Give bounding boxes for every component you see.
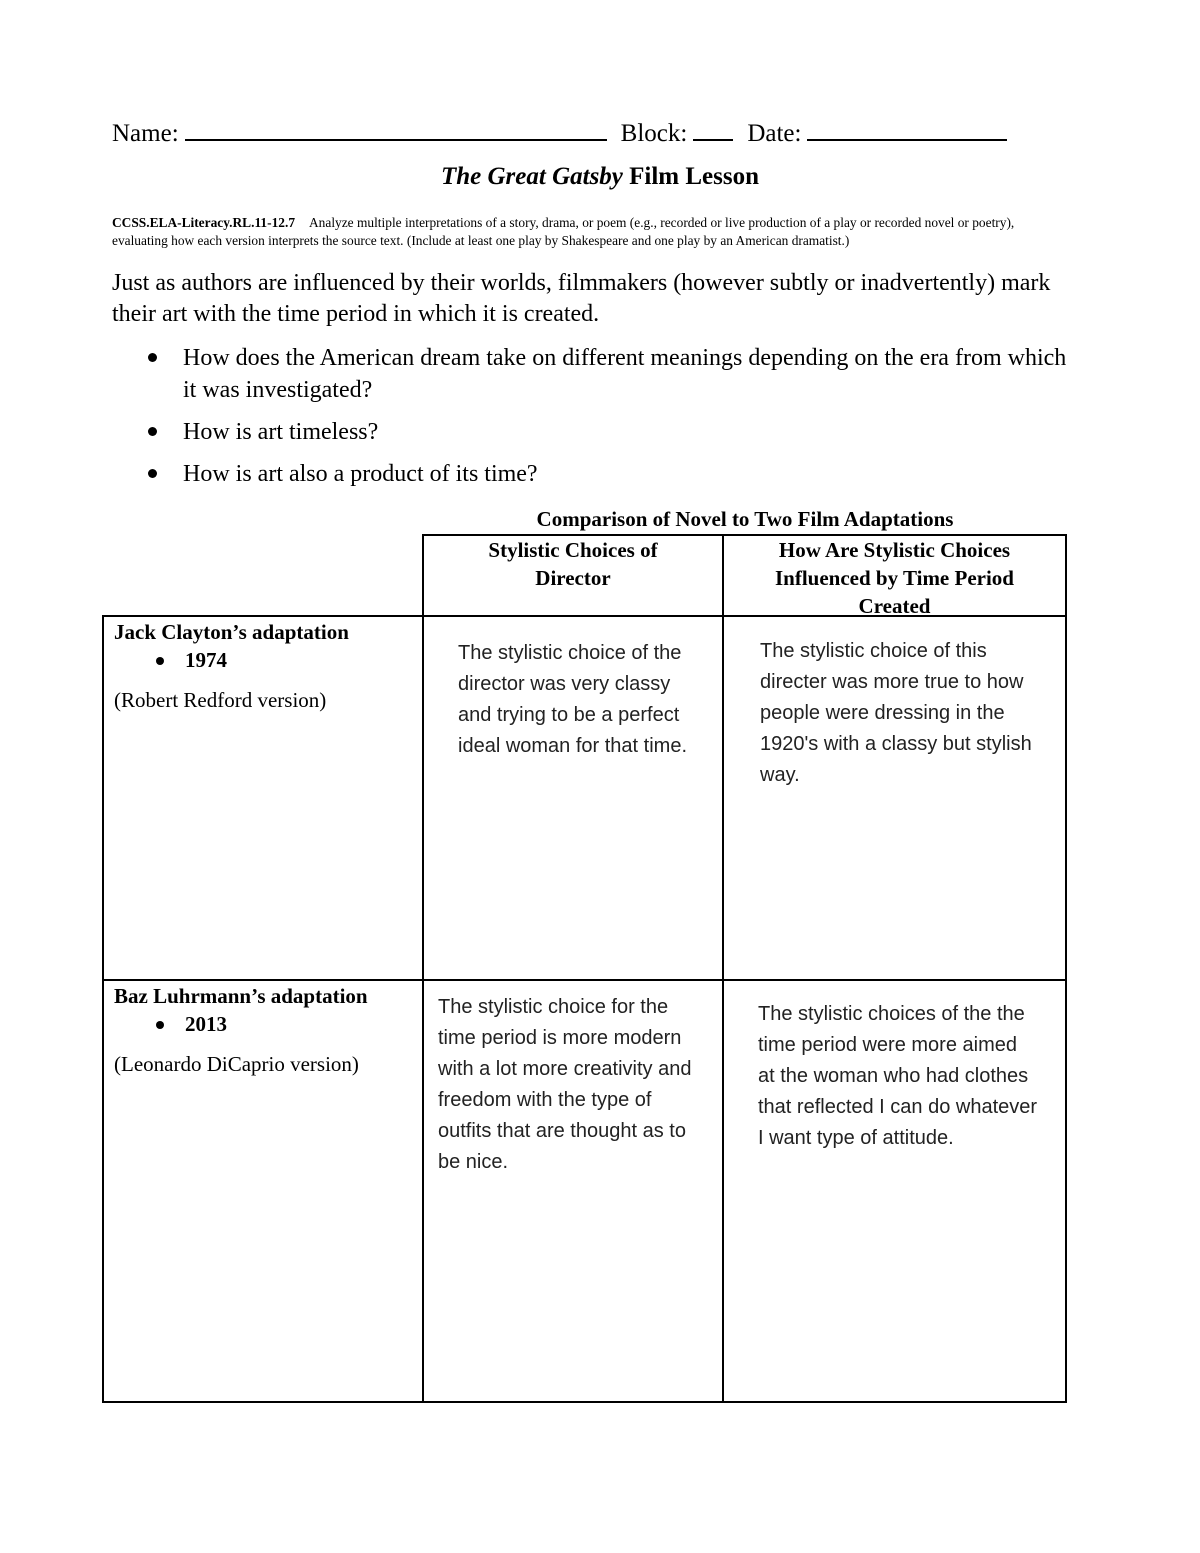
adaptation-version: (Robert Redford version) [114, 688, 327, 712]
bullet-icon [148, 353, 157, 362]
bullet-icon [156, 1021, 164, 1029]
col-header-stylistic-choices: Stylistic Choices of Director [488, 538, 658, 590]
answer-cell[interactable]: The stylistic choices of the the time period were more aimed at the woman who had clothes that reflected I can do whatever I want type of attitude. [758, 1003, 1038, 1149]
adaptation-version: (Leonardo DiCaprio version) [114, 1052, 359, 1076]
table-border [1065, 534, 1067, 1403]
question-item: How does the American dream take on different meanings depending on the era from which it was investigated? [112, 342, 1072, 406]
row-label-luhrmann [104, 982, 422, 1400]
table-border [102, 1401, 1067, 1403]
title-book: The Great Gatsby [440, 163, 623, 190]
table-border [102, 979, 1067, 981]
intro-paragraph: Just as authors are influenced by their worlds, filmmakers (however subtly or inadvertently) mark their art with the time period in which it is created. [112, 270, 1051, 327]
date-blank[interactable] [807, 113, 1007, 141]
bullet-icon [148, 427, 157, 436]
row-label-clayton [104, 618, 422, 978]
table-border [422, 534, 424, 1403]
standard-code: CCSS.ELA-Literacy.RL.11-12.7 [112, 215, 296, 230]
question-item: How is art timeless? [112, 416, 1072, 448]
answer-cell[interactable]: The stylistic choice of the director was very classy and trying to be a perfect ideal woman for that time. [458, 642, 687, 757]
page-title [0, 163, 1200, 191]
table-caption: Comparison of Novel to Two Film Adaptations [536, 507, 954, 531]
answer-cell[interactable]: The stylistic choice of this directer was more true to how people were dressing in the 1920's with a classy but stylish way. [760, 640, 1032, 786]
standard-text [112, 214, 1072, 250]
adaptation-name: Jack Clayton’s adaptation [114, 620, 349, 644]
answer-cell[interactable]: The stylistic choice for the time period is more modern with a lot more creativity and freedom with the type of outfits that are thought as to be nice. [438, 996, 692, 1173]
name-label: Name: [112, 120, 179, 147]
adaptation-name: Baz Luhrmann’s adaptation [114, 984, 368, 1008]
bullet-icon [156, 657, 164, 665]
question-item: How is art also a product of its time? [112, 458, 1072, 490]
adaptation-year: 1974 [114, 646, 422, 674]
table-border [722, 534, 724, 1403]
adaptation-year: 2013 [114, 1010, 422, 1038]
bullet-icon [148, 469, 157, 478]
block-blank[interactable] [693, 113, 733, 141]
col-header-time-period: How Are Stylistic Choices Influenced by Time Period Created [775, 538, 1014, 618]
block-label: Block: [620, 120, 688, 147]
question-list [112, 342, 1072, 500]
standard-description: Analyze multiple interpretations of a story, drama, or poem (e.g., recorded or live production of a play or recorded novel or poetry), evaluating how each version interprets the source text. (Include at least one play by Shakespeare and one play by an American dramatist.) [112, 215, 1015, 248]
header-fields [112, 113, 1042, 148]
date-label: Date: [747, 120, 802, 147]
title-rest: Film Lesson [622, 163, 760, 190]
name-blank[interactable] [185, 113, 607, 141]
